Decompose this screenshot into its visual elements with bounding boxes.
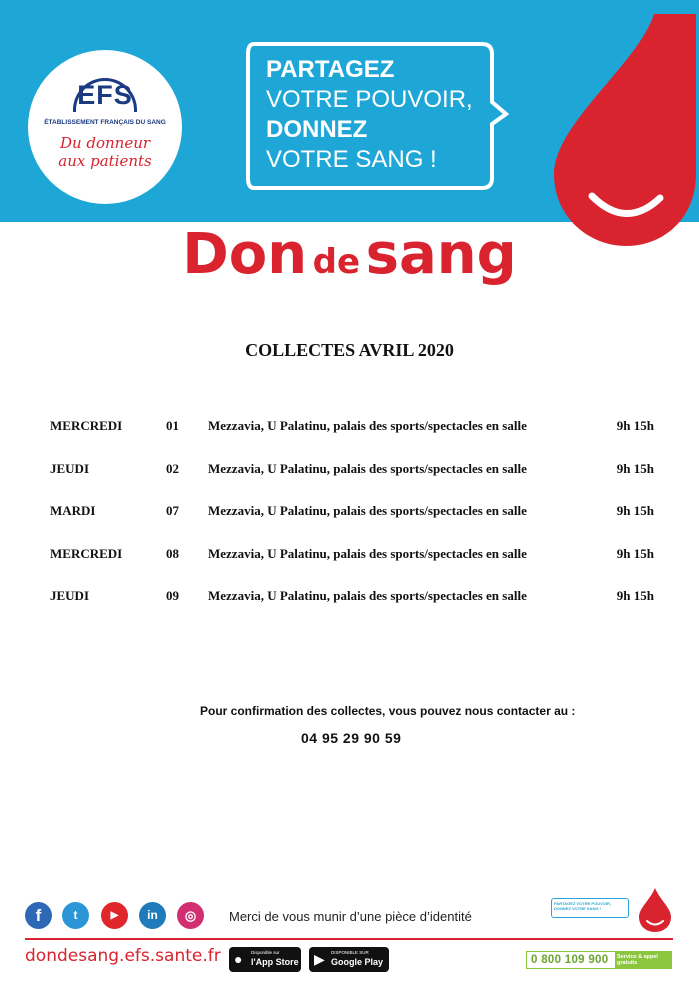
contact-text: Pour confirmation des collectes, vous pouvez nous contacter au : xyxy=(200,704,576,718)
row-time: 9h 15h xyxy=(616,588,654,603)
app-store-button[interactable] xyxy=(229,947,301,972)
logo-acronym: EFS xyxy=(77,80,133,110)
row-date: 01 xyxy=(166,418,179,433)
twitter-icon[interactable]: t xyxy=(62,902,89,929)
schedule-row xyxy=(50,588,660,631)
blood-drop-icon xyxy=(546,14,696,246)
google-play-small-label: DISPONIBLE SUR xyxy=(331,950,369,955)
row-date: 02 xyxy=(166,460,179,476)
row-time: 9h 15h xyxy=(616,460,654,476)
slogan-line2: VOTRE POUVOIR, xyxy=(266,86,473,113)
free-phone-tag: Service & appel gratuits xyxy=(615,952,671,968)
row-time: 9h 15h xyxy=(616,503,654,518)
apple-icon: ● xyxy=(234,951,243,967)
row-place: Mezzavia, U Palatinu, palais des sports/spectacles en salle xyxy=(208,588,527,603)
facebook-icon[interactable]: f xyxy=(25,902,52,929)
row-time: 9h 15h xyxy=(616,545,654,561)
row-day: MERCREDI xyxy=(50,418,123,433)
row-place: Mezzavia, U Palatinu, palais des sports/spectacles en salle xyxy=(208,503,527,518)
logo-full-name: ÉTABLISSEMENT FRANÇAIS DU SANG xyxy=(44,119,166,126)
id-reminder: Merci de vous munir d’une pièce d’identité xyxy=(229,909,472,924)
row-day: JEUDI xyxy=(50,588,90,603)
title-word-de: de xyxy=(312,242,361,282)
free-phone-badge[interactable] xyxy=(526,951,672,969)
row-place: Mezzavia, U Palatinu, palais des sports/spectacles en salle xyxy=(208,545,527,561)
mini-slogan-bubble-icon xyxy=(551,898,629,918)
row-place: Mezzavia, U Palatinu, palais des sports/spectacles en salle xyxy=(208,418,527,433)
mini-blood-drop-icon xyxy=(638,888,672,932)
slogan-line1: PARTAGEZ xyxy=(266,56,395,83)
contact-phone[interactable]: 04 95 29 90 59 xyxy=(301,730,402,746)
collection-schedule xyxy=(50,418,660,631)
youtube-icon[interactable]: ▶ xyxy=(101,902,128,929)
google-play-button[interactable] xyxy=(309,947,389,972)
schedule-row xyxy=(50,418,660,461)
header-banner xyxy=(0,0,699,222)
play-icon: ▶ xyxy=(314,951,325,967)
instagram-icon[interactable]: ◎ xyxy=(177,902,204,929)
schedule-row xyxy=(50,503,660,546)
row-date: 08 xyxy=(166,545,179,561)
website-link[interactable]: dondesang.efs.sante.fr xyxy=(25,946,221,966)
logo-slogan-line2: aux patients xyxy=(58,152,152,170)
row-day: JEUDI xyxy=(50,460,90,476)
page-title xyxy=(0,222,699,287)
app-store-label: l'App Store xyxy=(251,957,299,967)
row-time: 9h 15h xyxy=(616,418,654,433)
free-phone-number: 0 800 109 900 xyxy=(531,954,609,966)
app-store-small-label: Disponible sur xyxy=(251,950,280,955)
row-day: MARDI xyxy=(50,503,96,518)
row-place: Mezzavia, U Palatinu, palais des sports/spectacles en salle xyxy=(208,460,527,476)
campaign-slogan xyxy=(266,55,506,175)
title-word-don: Don xyxy=(182,222,308,287)
title-word-sang: sang xyxy=(365,222,517,287)
linkedin-icon[interactable]: in xyxy=(139,902,166,929)
slogan-line4: VOTRE SANG ! xyxy=(266,146,437,173)
logo-slogan-line1: Du donneur xyxy=(59,134,151,152)
slogan-line3: DONNEZ xyxy=(266,116,368,143)
collections-subtitle: COLLECTES AVRIL 2020 xyxy=(245,340,454,360)
schedule-row xyxy=(50,546,660,589)
footer-divider xyxy=(25,938,673,940)
schedule-row xyxy=(50,461,660,504)
google-play-label: Google Play xyxy=(331,957,384,967)
efs-logo xyxy=(28,50,182,204)
row-date: 09 xyxy=(166,588,179,603)
mini-slogan-text: PARTAGEZ VOTRE POUVOIR, DONNEZ VOTRE SANG ! xyxy=(554,901,611,911)
row-date: 07 xyxy=(166,503,179,518)
row-day: MERCREDI xyxy=(50,545,123,561)
